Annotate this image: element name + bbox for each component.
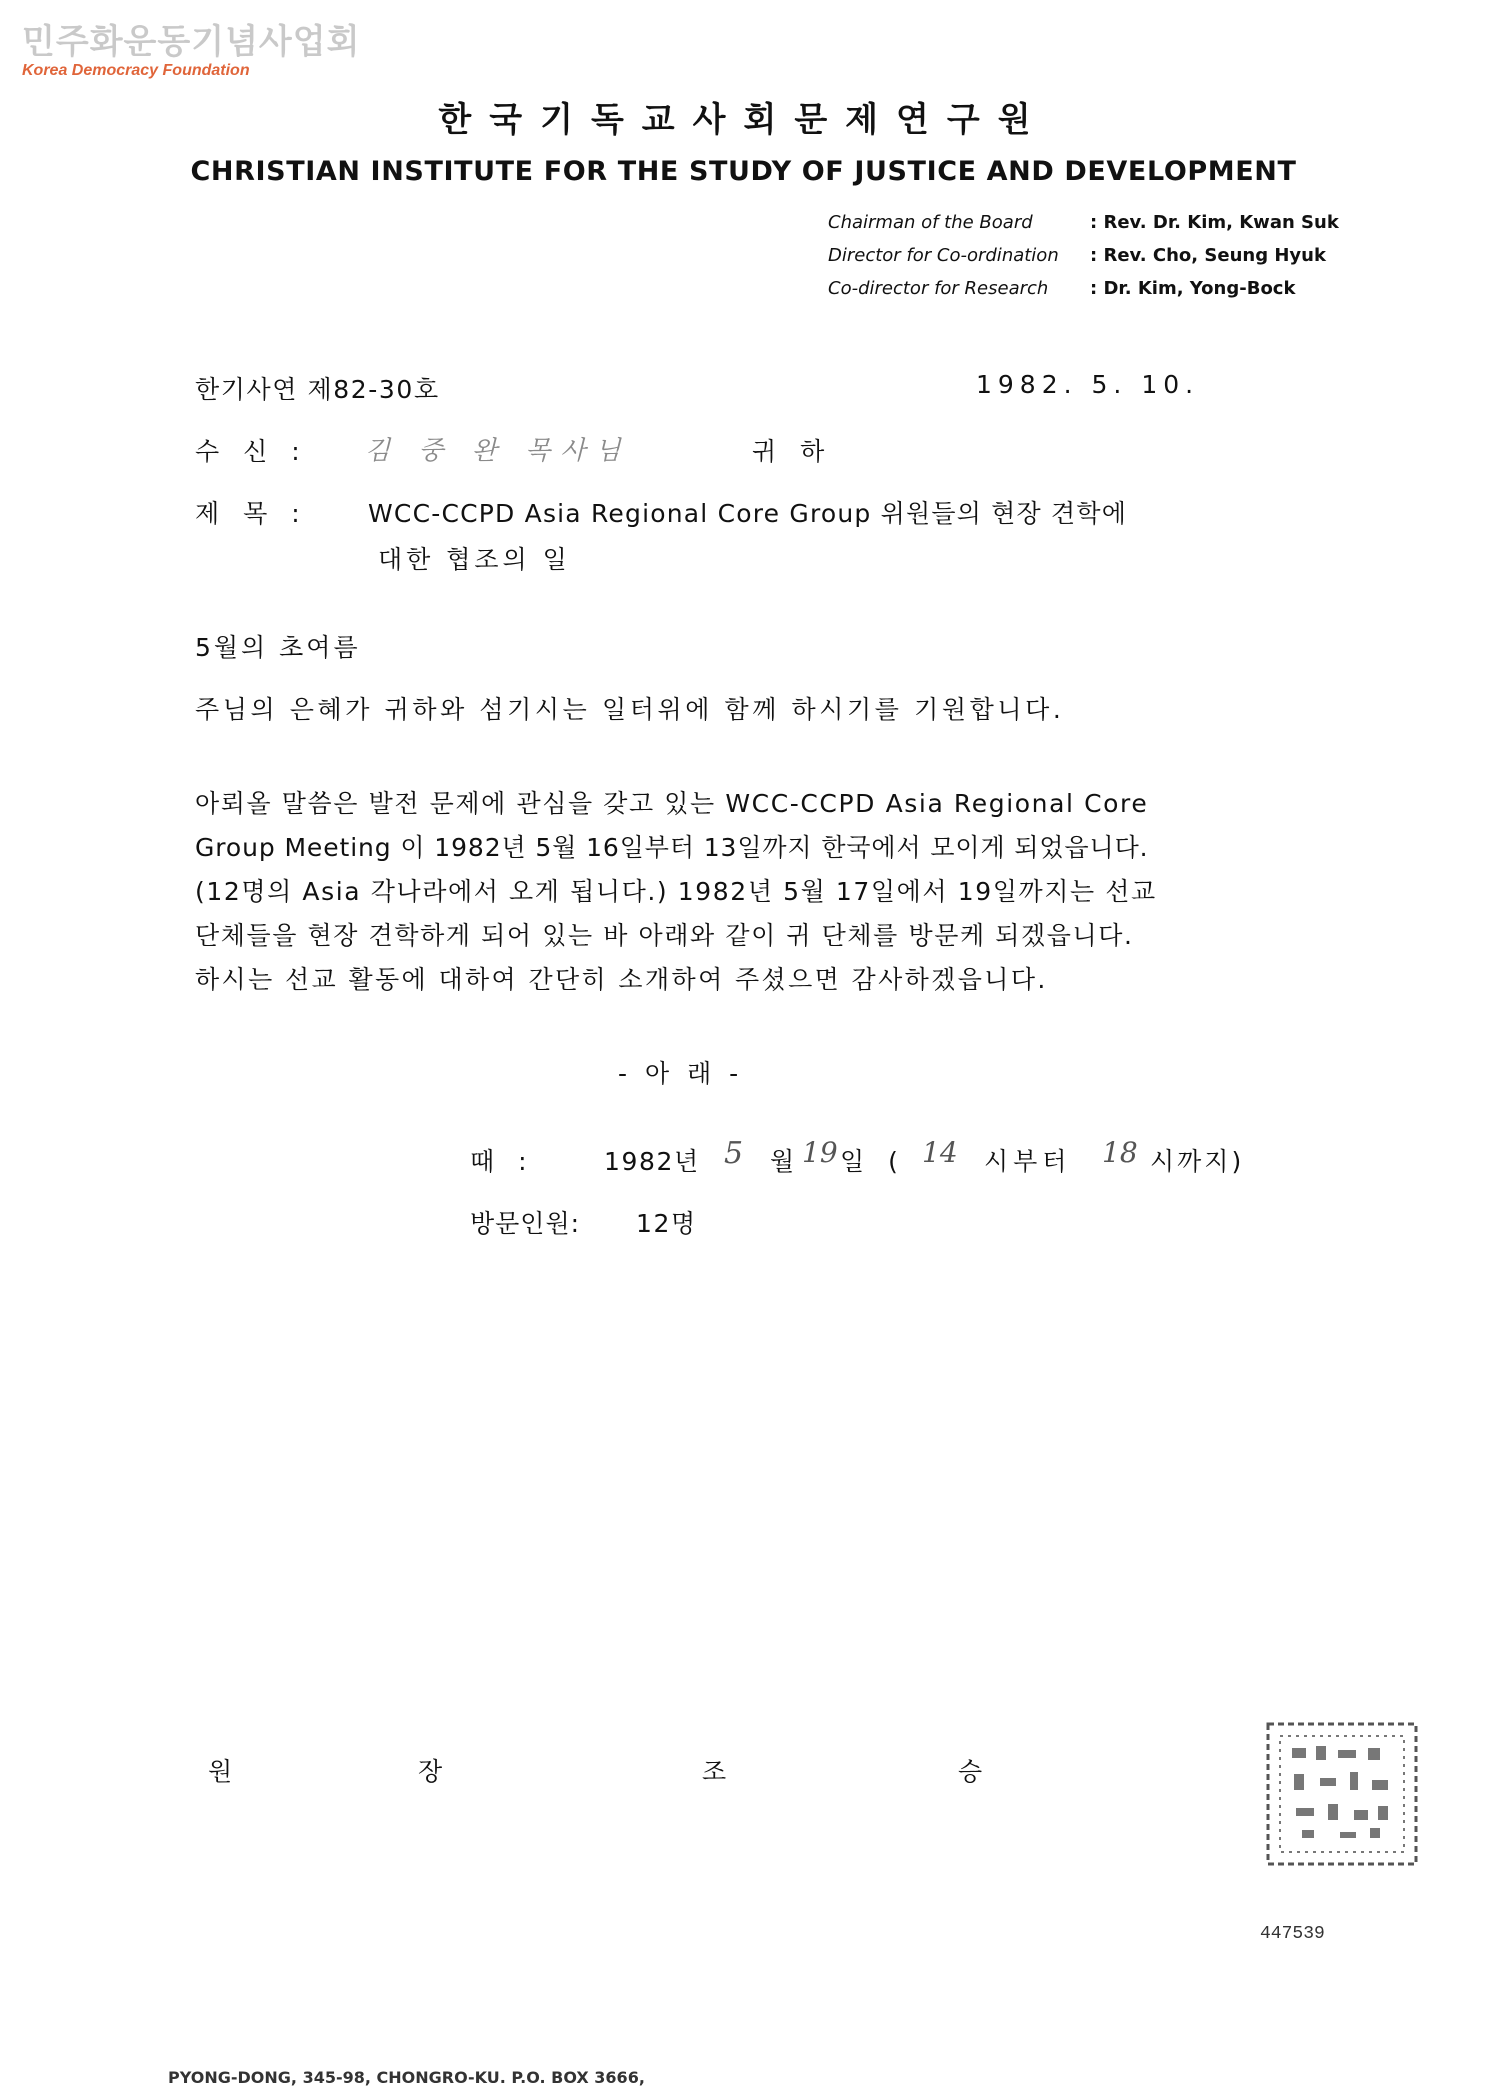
when-from-handwritten: 14 bbox=[922, 1136, 958, 1169]
officer-name: : Dr. Kim, Yong-Bock bbox=[1090, 278, 1296, 299]
when-to-unit: 시까지) bbox=[1150, 1147, 1245, 1176]
officer-name: : Rev. Dr. Kim, Kwan Suk bbox=[1090, 212, 1339, 233]
visitors-value: 12명 bbox=[636, 1209, 697, 1238]
when-to-handwritten: 18 bbox=[1102, 1136, 1138, 1169]
when-month-unit: 월 bbox=[770, 1147, 796, 1176]
org-name-korean: 한국기독교사회문제연구원 bbox=[438, 100, 1049, 140]
official-seal-stamp bbox=[1258, 1718, 1424, 1870]
footer-address: PYONG-DONG, 345-98, CHONGRO-KU. P.O. BOX 3666, bbox=[168, 2068, 645, 2087]
body-line: 하시는 선교 활동에 대하여 간단히 소개하여 주셨으면 감사하겠읍니다. bbox=[195, 965, 1048, 994]
officer-role: Co-director for Research bbox=[828, 278, 1049, 299]
section-title: - 아 래 - bbox=[618, 1059, 744, 1088]
document-number: 447539 bbox=[1260, 1924, 1325, 1944]
officer-chairman bbox=[828, 212, 1388, 236]
officer-director bbox=[828, 245, 1388, 269]
watermark-korean: 민주화운동기념사업회 bbox=[22, 22, 361, 62]
body-line: 아뢰올 말씀은 발전 문제에 관심을 갖고 있는 WCC-CCPD Asia Regional Core bbox=[195, 789, 1149, 818]
when-year: 1982년 bbox=[604, 1147, 700, 1176]
when-month-handwritten: 5 bbox=[724, 1136, 744, 1171]
subject-label: 제 목 : bbox=[195, 499, 308, 528]
visitors-label: 방문인원: bbox=[470, 1209, 581, 1238]
officer-name: : Rev. Cho, Seung Hyuk bbox=[1090, 245, 1326, 266]
recipient-name-handwritten: 김 중 완 목사님 bbox=[365, 436, 631, 466]
signature-char: 승 bbox=[958, 1757, 984, 1786]
body-line: Group Meeting 이 1982년 5월 16일부터 13일까지 한국에서 모이게 되었읍니다. bbox=[195, 833, 1149, 862]
body-line: (12명의 Asia 각나라에서 오게 됩니다.) 1982년 5월 17일에서 19일까지는 선교 bbox=[195, 877, 1157, 906]
officer-role: Director for Co-ordination bbox=[828, 245, 1059, 266]
watermark-english: Korea Democracy Foundation bbox=[22, 62, 250, 79]
letter-date: 1982. 5. 10. bbox=[976, 370, 1200, 399]
when-day-handwritten: 19 bbox=[802, 1136, 838, 1169]
greeting-blessing: 주님의 은혜가 귀하와 섬기시는 일터위에 함께 하시기를 기원합니다. bbox=[195, 695, 1065, 724]
officer-role: Chairman of the Board bbox=[828, 212, 1033, 233]
officer-codirector bbox=[828, 278, 1388, 302]
recipient-suffix: 귀 하 bbox=[752, 437, 833, 466]
signature-char: 조 bbox=[702, 1757, 728, 1786]
reference-number: 한기사연 제82-30호 bbox=[195, 375, 440, 404]
when-day-unit: 일 ( bbox=[840, 1147, 906, 1176]
greeting-season: 5월의 초여름 bbox=[195, 633, 361, 662]
recipient-label: 수 신 : bbox=[195, 437, 308, 466]
subject-line-2: 대한 협조의 일 bbox=[378, 545, 571, 574]
body-line: 단체들을 현장 견학하게 되어 있는 바 아래와 같이 귀 단체를 방문케 되겠읍니다. bbox=[195, 921, 1134, 950]
when-label: 때 : bbox=[470, 1147, 535, 1176]
when-from-unit: 시부터 bbox=[984, 1147, 1072, 1176]
subject-line-1: WCC-CCPD Asia Regional Core Group 위원들의 현장 견학에 bbox=[368, 499, 1128, 528]
signature-char: 장 bbox=[418, 1757, 444, 1786]
signature-char: 원 bbox=[208, 1757, 234, 1786]
org-name-english: CHRISTIAN INSTITUTE FOR THE STUDY OF JUSTICE AND DEVELOPMENT bbox=[190, 156, 1297, 187]
